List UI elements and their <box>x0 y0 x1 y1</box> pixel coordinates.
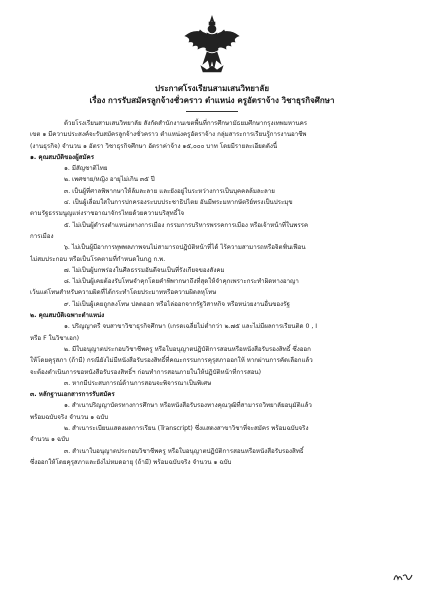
garuda-emblem-icon <box>183 14 241 76</box>
body-line: (งานธุรกิจ) จำนวน ๑ อัตรา วิชาธุรกิจศึกษา อัตราค่าจ้าง ๑๕,๐๐๐ บาท โดยมีรายละเอียดดังนี้ <box>30 142 278 150</box>
body-line: ๒. มีใบอนุญาตประกอบวิชาชีพครู หรือใบอนุญาตปฏิบัติการสอนหรือหนังสือรับรองสิทธิ์ ซึ่งออก <box>64 345 311 353</box>
body-line: จะต้องดำเนินการขอหนังสือรับรองสิทธิ์ฯ ก่อนทำการสอนภายในให้ปฏิบัติหน้าที่การสอน) <box>30 368 262 376</box>
handwritten-initials-icon <box>392 570 414 584</box>
body-line: ๓. สำเนาใบอนุญาตประกอบวิชาชีพครู หรือใบอนุญาตปฏิบัติการสอนหรือหนังสือรับรองสิทธิ์ <box>64 447 304 455</box>
body-line: เว้นแต่โทษสำหรับความผิดที่ได้กระทำโดยประมาทหรือความผิดลหุโทษ <box>30 289 217 297</box>
section-heading: ๓. หลักฐานเอกสารการรับสมัคร <box>30 391 115 399</box>
body-line: ให้โดยคุรุสภา (ถ้ามี) กรณียังไม่มีหนังสือรับรองสิทธิ์ที่คณะกรรมการคุรุสภาออกให้ หากผ่านการคัดเลือกแล้ว <box>30 357 313 365</box>
document-body <box>30 118 392 468</box>
body-line: ๑. ปริญญาตรี จบสาขาวิชาธุรกิจศึกษา (เกรดเฉลี่ยไม่ต่ำกว่า ๒.๗๕ และไม่มีผลการเรียนติด 0 , I <box>64 323 318 331</box>
body-line: ๓. หากมีประสบการณ์ด้านการสอนจะพิจารณาเป็นพิเศษ <box>64 379 212 387</box>
document-title: ประกาศโรงเรียนสามเสนวิทยาลัย <box>154 84 270 93</box>
body-line: ๑. มีสัญชาติไทย <box>64 165 108 173</box>
body-line: เขต ๑ มีความประสงค์จะรับสมัครลูกจ้างชั่วคราว ตำแหน่งครูอัตราจ้าง กลุ่มสาระการเรียนรู้การงานอาชีพ <box>30 131 307 139</box>
document-subject: เรื่อง การรับสมัครลูกจ้างชั่วคราว ตำแหน่ง ครูอัตราจ้าง วิชาธุรกิจศึกษา <box>89 96 335 105</box>
body-line: ตามรัฐธรรมนูญแห่งราชอาณาจักรไทยด้วยความบริสุทธิ์ใจ <box>30 210 185 218</box>
body-line: ไม่สมประกอบ หรือเป็นโรคตามที่กำหนดในกฎ ก.พ. <box>30 255 166 263</box>
body-line: หรือ F ในวิชาเอก) <box>30 334 80 342</box>
body-line: ๓. เป็นผู้ที่ศาลพิพากษาให้ล้มละลาย และยังอยู่ในระหว่างการเป็นบุคคลล้มละลาย <box>64 187 275 195</box>
title-divider <box>186 111 238 112</box>
body-line: ด้วยโรงเรียนสามเสนวิทยาลัย สังกัดสำนักงานเขตพื้นที่การศึกษามัธยมศึกษากรุงเทพมหานคร <box>64 120 308 127</box>
body-line: ๑. สำเนาปริญญาบัตรทางการศึกษา หรือหนังสือรับรองทางคุณวุฒิที่สามารถวิทยาลัยอนุมัติแล้ว <box>64 402 312 410</box>
body-line: ๔. เป็นผู้เลื่อมใสในการปกครองระบบประชาธิปไตย อันมีพระมหากษัตริย์ทรงเป็นประมุข <box>64 199 293 207</box>
body-line: จำนวน ๑ ฉบับ <box>30 436 69 444</box>
section-heading: ๑. คุณสมบัติของผู้สมัคร <box>30 153 95 161</box>
body-line: ซึ่งออกให้โดยคุรุสภาและยังไม่หมดอายุ (ถ้ามี) พร้อมฉบับจริง จำนวน ๑ ฉบับ <box>30 458 232 466</box>
body-line: ๒. เพศชาย/หญิง อายุไม่เกิน ๓๕ ปี <box>64 176 155 184</box>
body-line: ๙. ไม่เป็นผู้เคยถูกลงโทษ ปลดออก หรือไล่ออกจากรัฐวิสาหกิจ หรือหน่วยงานอื่นของรัฐ <box>64 300 290 308</box>
body-line: ๒. สำเนาระเบียนแสดงผลการเรียน (Transcript) ซึ่งแสดงสาขาวิชาที่จะสมัคร พร้อมฉบับจริง <box>64 425 309 433</box>
body-line: ๖. ไม่เป็นผู้มีอาการทุพพลภาพจนไม่สามารถปฏิบัติหน้าที่ได้ ไร้ความสามารถหรือจิตฟั่นเฟือน <box>64 244 306 252</box>
body-line: พร้อมฉบับจริง จำนวน ๑ ฉบับ <box>30 413 109 421</box>
body-line: ๕. ไม่เป็นผู้ดำรงตำแหน่งทางการเมือง กรรมการบริหารพรรคการเมือง หรือเจ้าหน้าที่ในพรรค <box>64 221 309 229</box>
body-line: ๘. ไม่เป็นผู้เคยต้องรับโทษจำคุกโดยคำพิพากษาถึงที่สุดให้จำคุกเพราะกระทำผิดทางอาญา <box>64 278 299 286</box>
section-heading: ๒. คุณสมบัติเฉพาะตำแหน่ง <box>30 312 105 320</box>
body-line: การเมือง <box>30 232 54 240</box>
body-line: ๗. ไม่เป็นผู้บกพร่องในศีลธรรมอันดีจนเป็นที่รังเกียจของสังคม <box>64 266 225 274</box>
